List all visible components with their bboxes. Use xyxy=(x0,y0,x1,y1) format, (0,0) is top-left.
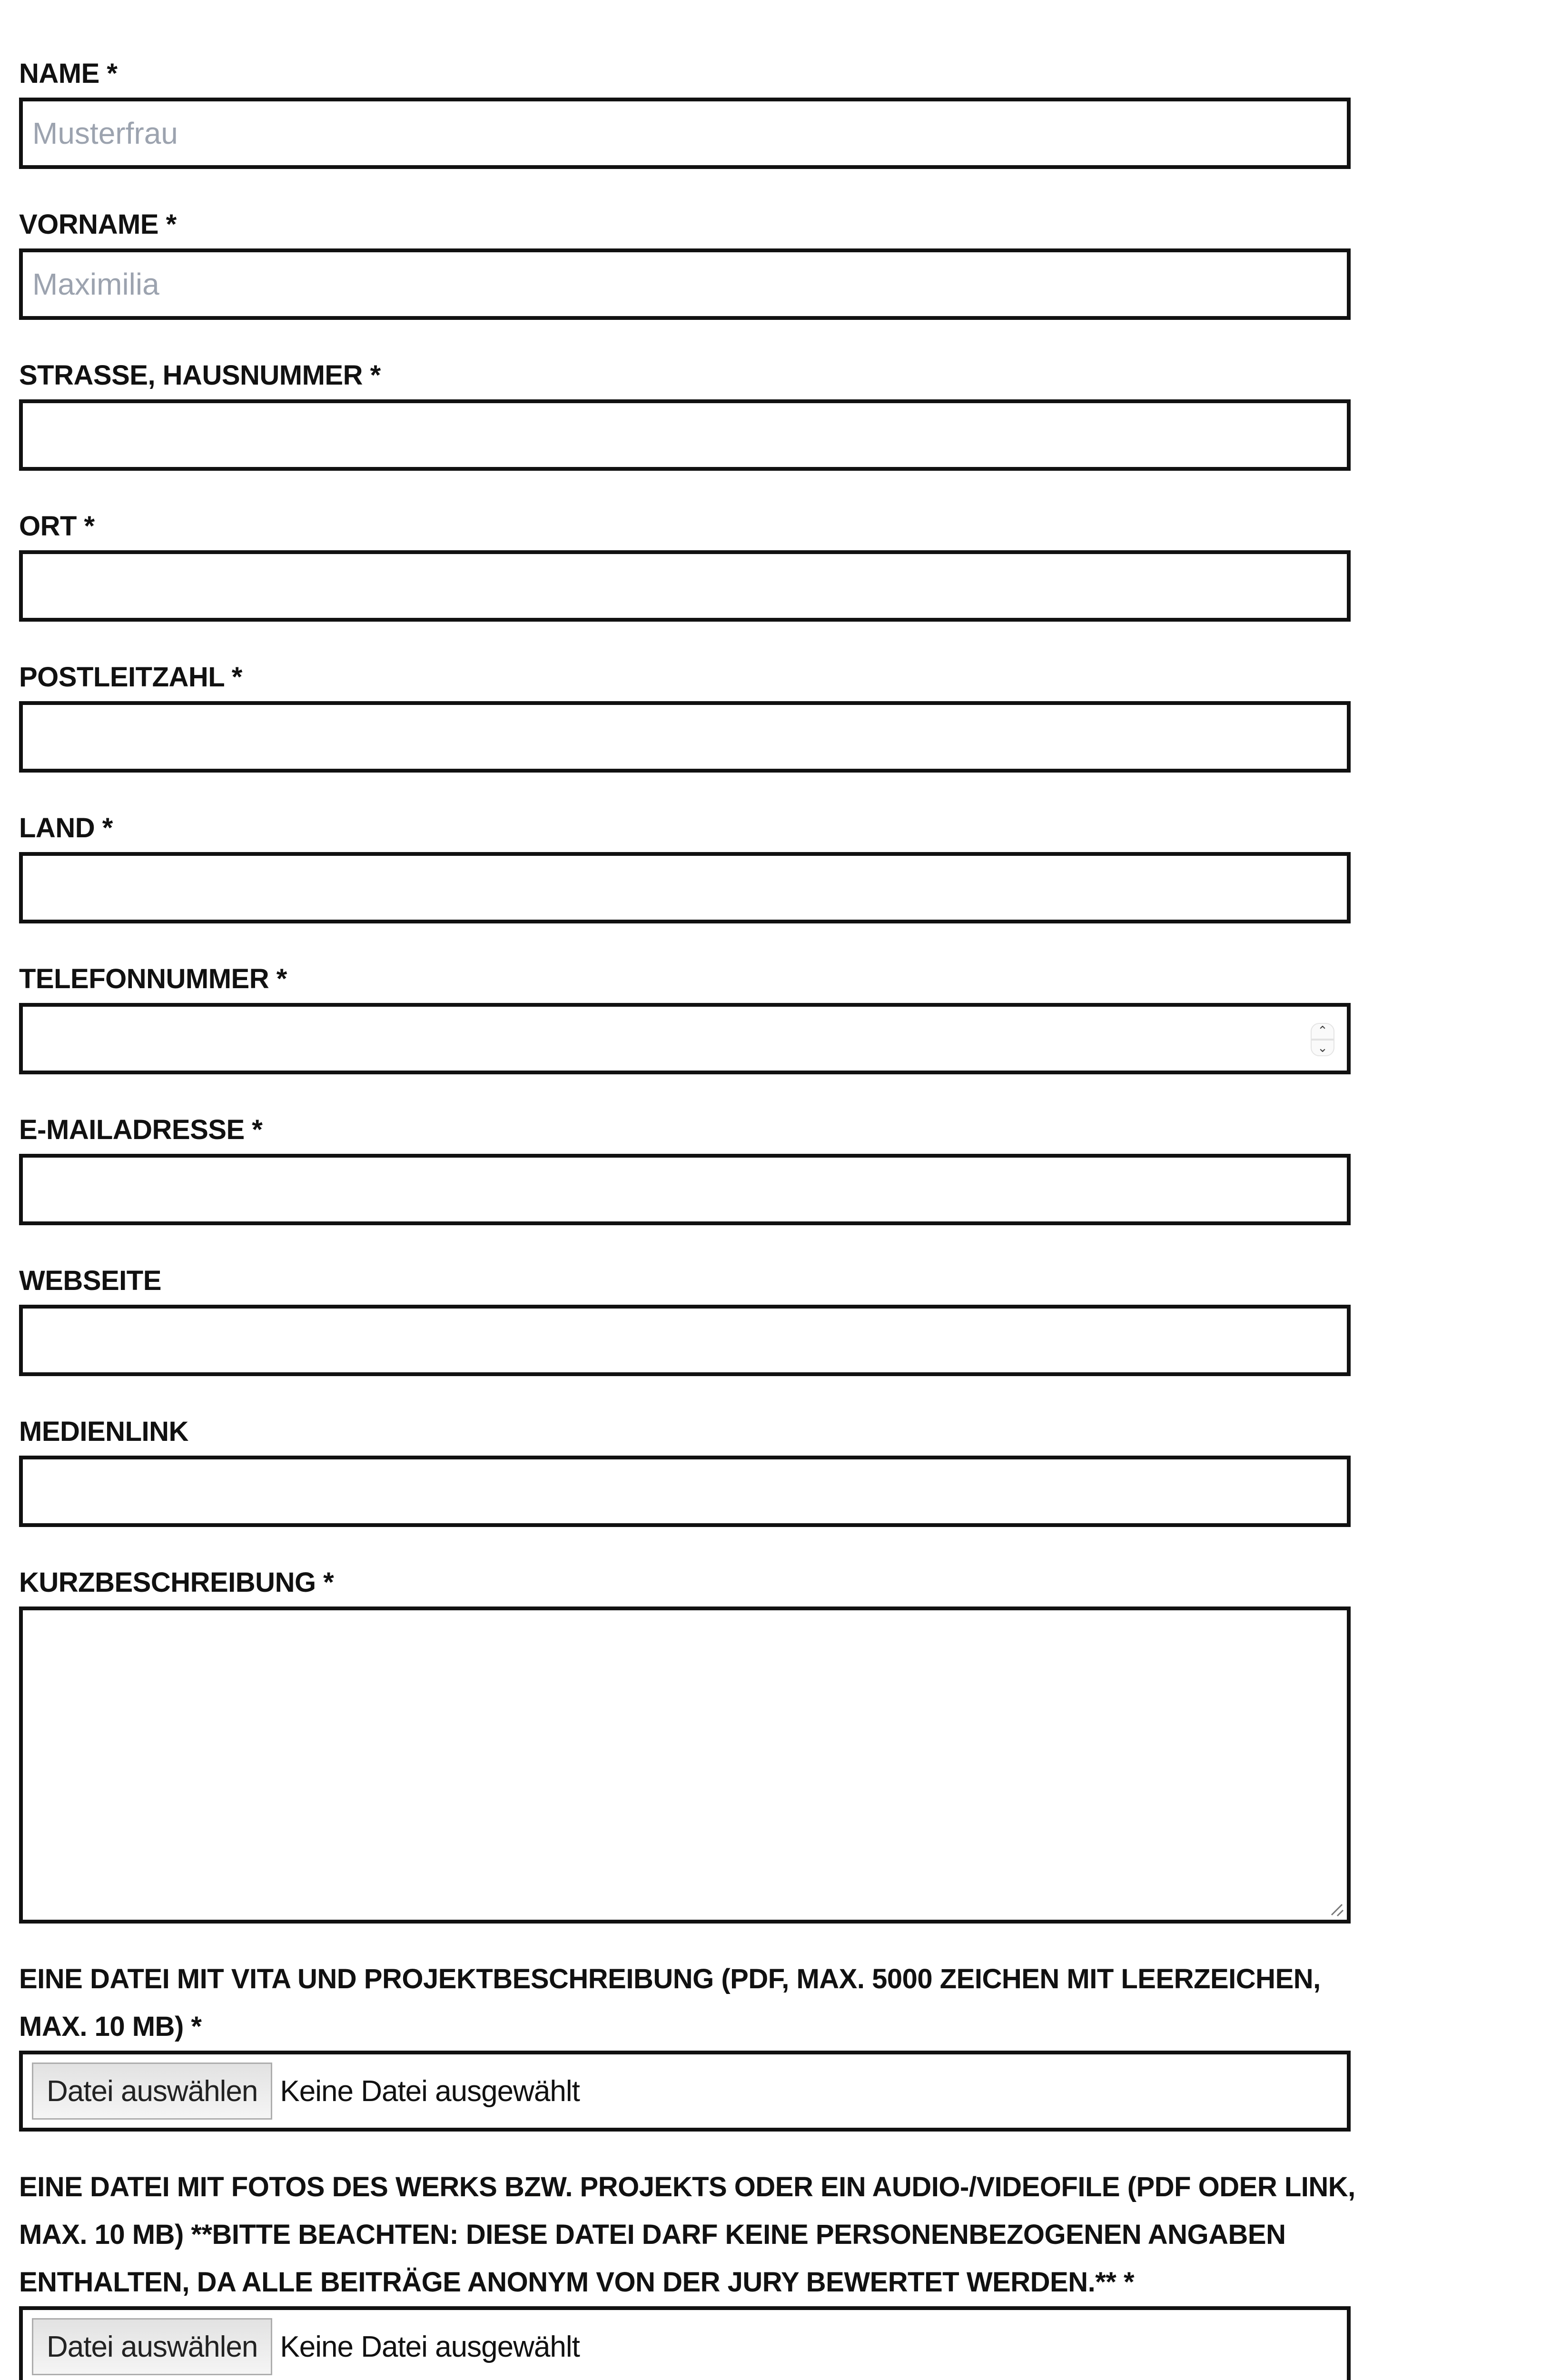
choose-file-button[interactable]: Datei auswählen xyxy=(32,2318,272,2375)
medienlink-label: MEDIENLINK xyxy=(19,1416,188,1447)
kurzbeschreibung-label: KURZBESCHREIBUNG * xyxy=(19,1567,334,1598)
resize-handle-icon[interactable] xyxy=(1330,1903,1344,1917)
label-line: ENTHALTEN, DA ALLE BEITRÄGE ANONYM VON DER JURY BEWERTET WERDEN.** * xyxy=(19,2267,1135,2298)
field-group-email xyxy=(19,1104,1351,1225)
email-input[interactable] xyxy=(19,1154,1351,1225)
spinner-up-icon[interactable]: ⌃ xyxy=(1317,1024,1328,1038)
label-line: MAX. 10 MB) * xyxy=(19,2011,202,2042)
file-status: Keine Datei ausgewählt xyxy=(280,2074,580,2108)
ort-input[interactable] xyxy=(19,550,1351,622)
webseite-input[interactable] xyxy=(19,1305,1351,1376)
field-group-medienlink xyxy=(19,1406,1351,1527)
telefon-input[interactable] xyxy=(19,1003,1351,1074)
field-group-name xyxy=(19,48,1351,169)
medienlink-input[interactable] xyxy=(19,1456,1351,1527)
field-group-ort xyxy=(19,501,1351,622)
field-group-kurzbeschreibung xyxy=(19,1557,1351,1924)
label-line: EINE DATEI MIT FOTOS DES WERKS BZW. PROJEKTS ODER EIN AUDIO-/VIDEOFILE (PDF ODER LINK, xyxy=(19,2172,1355,2202)
file-upload-group-fotos xyxy=(19,2162,1355,2380)
file-upload-fotos-label xyxy=(19,2162,1355,2306)
ort-label: ORT * xyxy=(19,511,95,542)
land-label: LAND * xyxy=(19,813,113,843)
name-label: NAME * xyxy=(19,58,118,89)
telefon-label: TELEFONNUMMER * xyxy=(19,963,287,994)
vorname-input[interactable] xyxy=(19,248,1351,320)
choose-file-button[interactable]: Datei auswählen xyxy=(32,2063,272,2120)
land-input[interactable] xyxy=(19,852,1351,923)
field-group-strasse xyxy=(19,350,1351,471)
email-label: E-MAILADRESSE * xyxy=(19,1114,263,1145)
file-status: Keine Datei ausgewählt xyxy=(280,2330,580,2363)
postleitzahl-label: POSTLEITZAHL * xyxy=(19,662,242,693)
field-group-land xyxy=(19,803,1351,923)
strasse-input[interactable] xyxy=(19,399,1351,471)
strasse-label: STRASSE, HAUSNUMMER * xyxy=(19,360,381,391)
field-group-vorname xyxy=(19,199,1351,320)
number-spinner-icon[interactable] xyxy=(1311,1023,1334,1056)
file-upload-vita-label xyxy=(19,1954,1351,2051)
name-input[interactable] xyxy=(19,98,1351,169)
label-line: EINE DATEI MIT VITA UND PROJEKTBESCHREIBUNG (PDF, MAX. 5000 ZEICHEN MIT LEERZEICHEN, xyxy=(19,1964,1321,1994)
postleitzahl-input[interactable] xyxy=(19,701,1351,773)
spinner-divider xyxy=(1312,1039,1334,1041)
label-line: MAX. 10 MB) **BITTE BEACHTEN: DIESE DATEI DARF KEINE PERSONENBEZOGENEN ANGABEN xyxy=(19,2219,1286,2250)
field-group-telefon xyxy=(19,953,1351,1074)
field-group-webseite xyxy=(19,1255,1351,1376)
kurzbeschreibung-textarea[interactable] xyxy=(19,1606,1351,1924)
file-upload-group-vita xyxy=(19,1954,1351,2132)
field-group-postleitzahl xyxy=(19,652,1351,773)
vorname-label: VORNAME * xyxy=(19,209,177,240)
spinner-down-icon[interactable]: ⌄ xyxy=(1317,1041,1328,1055)
webseite-label: WEBSEITE xyxy=(19,1265,161,1296)
file-upload-fotos xyxy=(19,2306,1351,2380)
application-form xyxy=(19,48,1355,2380)
file-upload-vita xyxy=(19,2051,1351,2132)
